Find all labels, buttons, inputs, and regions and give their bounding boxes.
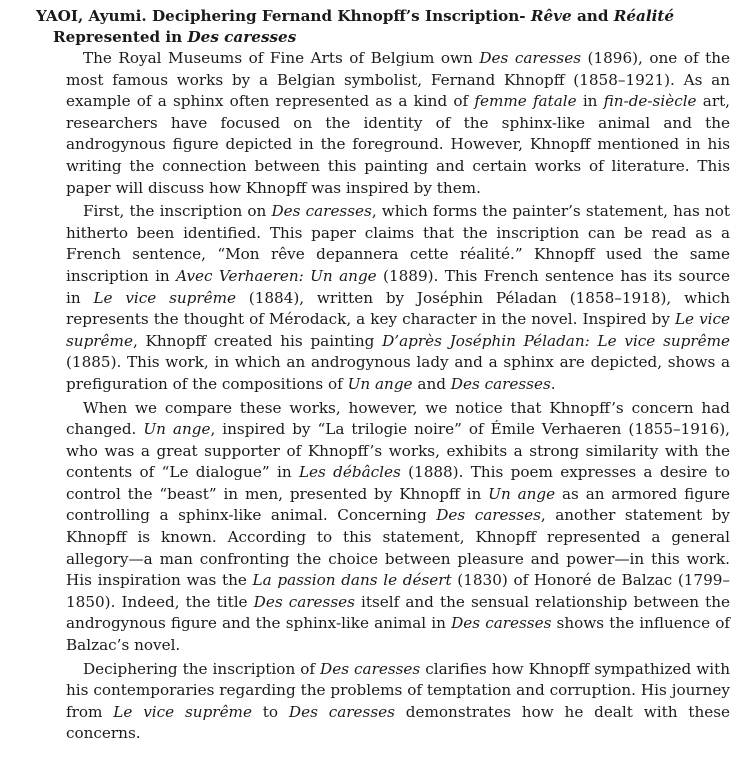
italic-title-text: Un ange bbox=[347, 374, 413, 393]
body-text: clarifies how Khnopff sympathized with his contemporaries regarding the problems of temptation and corruption. His journey from bbox=[66, 659, 730, 721]
italic-title-text: Avec Verhaeren: Un ange bbox=[176, 266, 377, 285]
body-text: itself and the sensual relationship between the androgynous figure and the sphinx-like animal in bbox=[66, 592, 731, 633]
body-text: When we compare these works, however, we notice that Khnopff’s concern had changed. bbox=[66, 398, 730, 439]
paragraph-3 bbox=[66, 398, 730, 657]
body-text: art, researchers have focused on the identity of the sphinx-like animal and the androgynous figure depicted in the foreground. However, Khnopff mentioned in his writing the connection between this painting and certain works of literature. This paper will discuss how Khnopff was inspired by them. bbox=[66, 92, 731, 197]
italic-title-text: Des caresses bbox=[271, 202, 372, 221]
body-text: (1884), written by Joséphin Péladan (1858–1918), which represents the thought of Mérodack, a key character in the novel. Inspired by bbox=[66, 288, 730, 329]
heading-italic-des-caresses: Des caresses bbox=[187, 28, 297, 46]
italic-title-text: Un ange bbox=[488, 484, 556, 503]
italic-title-text: Le vice suprême bbox=[66, 310, 730, 350]
italic-title-text: femme fatale bbox=[474, 92, 577, 111]
body-text: , which forms the painter’s statement, has not hitherto been identified. This paper claims that the inscription can be read as a French sentence, “Mon rêve depannera cette réalité.” Khnopff used the same inscription in bbox=[66, 202, 730, 285]
italic-title-text: Des caresses bbox=[288, 702, 395, 721]
body-text: , another statement by Khnopff is known. According to this statement, Khnopff represented a general allegory—a man confronting the choice between pleasure and power—in this work. His inspiration was the bbox=[66, 506, 730, 590]
italic-title-text: Les débâcles bbox=[298, 463, 401, 482]
heading-line-2 bbox=[36, 27, 730, 48]
italic-title-text: Des caresses bbox=[451, 614, 552, 633]
body-text: in bbox=[576, 92, 604, 111]
paragraph-2 bbox=[66, 201, 730, 395]
body-text: (1885). This work, in which an androgynous lady and a sphinx are depicted, shows a prefiguration of the compositions of bbox=[66, 353, 730, 393]
heading-italic-realite: Réalité bbox=[613, 7, 675, 25]
body-text: as an armored figure controlling a sphinx-like animal. Concerning bbox=[66, 484, 730, 525]
body-text: Deciphering the inscription of bbox=[83, 659, 321, 678]
paragraph-1 bbox=[66, 48, 730, 199]
italic-title-text: Des caresses bbox=[320, 659, 421, 678]
body-text: . bbox=[550, 374, 556, 393]
italic-title-text: D’après Joséphin Péladan: Le vice suprême bbox=[382, 331, 731, 350]
heading-represented-in: Represented in bbox=[53, 28, 188, 46]
body-text: to bbox=[251, 702, 289, 721]
heading-and: and bbox=[571, 7, 614, 25]
body-text: shows the influence of Balzac’s novel. bbox=[66, 614, 730, 655]
italic-title-text: Un ange bbox=[143, 420, 211, 439]
italic-title-text: Des caresses bbox=[450, 374, 551, 393]
paper-heading bbox=[36, 6, 730, 48]
body-text: , Khnopff created his painting bbox=[132, 331, 383, 350]
body-text: (1830) of Honoré de Balzac (1799–1850). Indeed, the title bbox=[66, 571, 731, 611]
italic-title-text: Des caresses bbox=[436, 506, 541, 525]
abstract-body bbox=[66, 48, 730, 745]
body-text: The Royal Museums of Fine Arts of Belgium own bbox=[83, 49, 480, 67]
body-text: demonstrates how he dealt with these concerns. bbox=[66, 702, 731, 743]
paragraph-4 bbox=[66, 659, 730, 745]
italic-title-text: Le vice suprême bbox=[93, 288, 236, 307]
italic-title-text: Des caresses bbox=[479, 49, 581, 67]
italic-title-text: La passion dans le désert bbox=[252, 571, 452, 590]
body-text: and bbox=[412, 374, 451, 393]
body-text: (1896), one of the most famous works by a Belgian symbolist, Fernand Khnopff (1858–1921). As an example of a sphinx often represented as a kind of bbox=[66, 49, 730, 111]
body-text: , inspired by “La trilogie noire” of Émile Verhaeren (1855–1916), who was a great supporter of Khnopff’s works, exhibits a strong similarity with the contents of “Le dialogue” in bbox=[66, 420, 730, 482]
italic-title-text: Le vice suprême bbox=[113, 702, 252, 721]
body-text: (1888). This poem expresses a desire to control the “beast” in men, presented by Khnopff in bbox=[66, 463, 730, 503]
body-text: (1889). This French sentence has its source in bbox=[66, 266, 730, 307]
italic-title-text: Des caresses bbox=[253, 592, 355, 611]
italic-title-text: fin-de-siècle bbox=[603, 92, 697, 111]
heading-author-title: YAOI, Ayumi. Deciphering Fernand Khnopff’s Inscription- bbox=[36, 7, 531, 25]
heading-italic-reve: Rêve bbox=[530, 7, 572, 25]
body-text: First, the inscription on bbox=[83, 202, 272, 221]
